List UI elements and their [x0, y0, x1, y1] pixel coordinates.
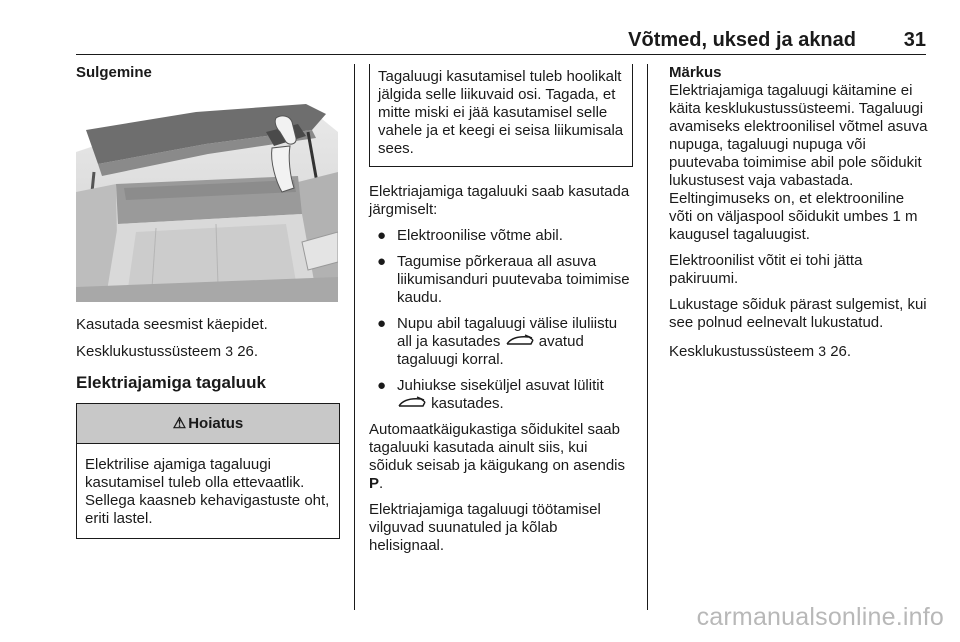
warning-header [77, 403, 339, 444]
tailgate-symbol-icon [505, 334, 535, 348]
warning-triangle-icon: ⚠ [172, 415, 187, 432]
list-item-text: avatud tagaluugi korral. [397, 333, 584, 368]
column-2 [369, 64, 633, 563]
ref-text: Kesklukustussüsteem [669, 343, 815, 360]
list-item [369, 315, 633, 369]
para-automatic-gearbox [369, 421, 633, 493]
para-central-locking-ref-2 [669, 342, 931, 361]
para-use-inner-handle: Kasutada seesmist käepidet. [76, 316, 268, 333]
column-3 [669, 64, 931, 369]
heading-closing: Sulgemine [76, 64, 152, 81]
caution-box: Tagaluugi kasutamisel tuleb hoolikalt jälgida selle liikuvaid osi. Tagada, et mitte miski ei jää kasutamisel selle vahele ja et keegi ei seisa liikumisala sees. [369, 64, 633, 167]
list-item-text: Nupu abil tagaluugi välise iluliistu all ja kasutades [397, 315, 618, 350]
ref-page[interactable]: 26. [830, 343, 852, 360]
tailgate-illustration [76, 92, 338, 302]
page-number: 31 [903, 29, 926, 51]
para-signals: Elektriajamiga tagaluugi töötamisel vilguvad suunatuled ja kõlab helisignaal. [369, 501, 601, 554]
para-text-end: . [379, 475, 384, 492]
warning-box [76, 403, 340, 539]
bullet-icon: ● [377, 315, 387, 332]
list-item-text: Juhiukse siseküljel asuvat lülitit [397, 377, 604, 394]
list-item [369, 253, 633, 307]
chapter-title: Võtmed, uksed ja aknad [628, 29, 856, 51]
warning-text: Elektrilise ajamiga tagaluugi kasutamisel tuleb olla ettevaatlik. Sellega kaasneb kehavigastuste oht, eriti lastel. [85, 456, 330, 527]
page-ref-arrow-icon: 3 [225, 343, 234, 359]
operation-list [369, 227, 633, 413]
page-header [76, 28, 926, 55]
note-text-1: Elektriajamiga tagaluugi käitamine ei käita kesklukustussüsteemi. Tagaluugi avamiseks elektroonilisel võtmel asuva nupuga, tagaluugi nupuga või puutevaba toimimise abil pole sõidukit lukustusest vaja vabastada. Eeltingimuseks on, et elektrooniline võti on väljaspool sõidukit umbes 1 m kaugusel tagaluugist. [669, 82, 928, 243]
warning-label: Hoiatus [188, 415, 244, 432]
para-text: Automaatkäigukastiga sõidukitel saab tagaluuki kasutada ainult siis, kui sõiduk seisab ja käigukang on asendis [369, 421, 626, 474]
column-divider-1 [354, 64, 355, 610]
page-ref-arrow-icon: 3 [818, 343, 827, 359]
list-item [369, 377, 633, 413]
gear-position-p: P [369, 475, 380, 492]
note-title: Märkus [669, 64, 722, 81]
note-text-2: Elektroonilist võtit ei tohi jätta pakiruumi. [669, 252, 863, 287]
column-1 [76, 64, 340, 539]
para-intro: Elektriajamiga tagaluuki saab kasutada järgmiselt: [369, 183, 630, 218]
bullet-icon: ● [377, 377, 387, 394]
para-central-locking-ref [76, 342, 340, 361]
list-item-text: kasutades. [431, 395, 504, 412]
bullet-icon: ● [377, 253, 387, 270]
column-divider-2 [647, 64, 648, 610]
heading-power-tailgate: Elektriajamiga tagaluuk [76, 373, 266, 392]
note-text-3: Lukustage sõiduk pärast sulgemist, kui see polnud eelnevalt lukustatud. [669, 296, 927, 331]
ref-page[interactable]: 26. [237, 343, 259, 360]
watermark: carmanualsonline.info [696, 603, 944, 631]
tailgate-symbol-icon [397, 396, 427, 410]
tailgate-closing-image [76, 92, 338, 302]
bullet-icon: ● [377, 227, 387, 244]
ref-text: Kesklukustussüsteem [76, 343, 222, 360]
list-item-text: Tagumise põrkeraua all asuva liikumisanduri puutevaba toimimise kaudu. [397, 253, 630, 306]
list-item [369, 227, 633, 245]
list-item-text: Elektroonilise võtme abil. [397, 227, 563, 244]
